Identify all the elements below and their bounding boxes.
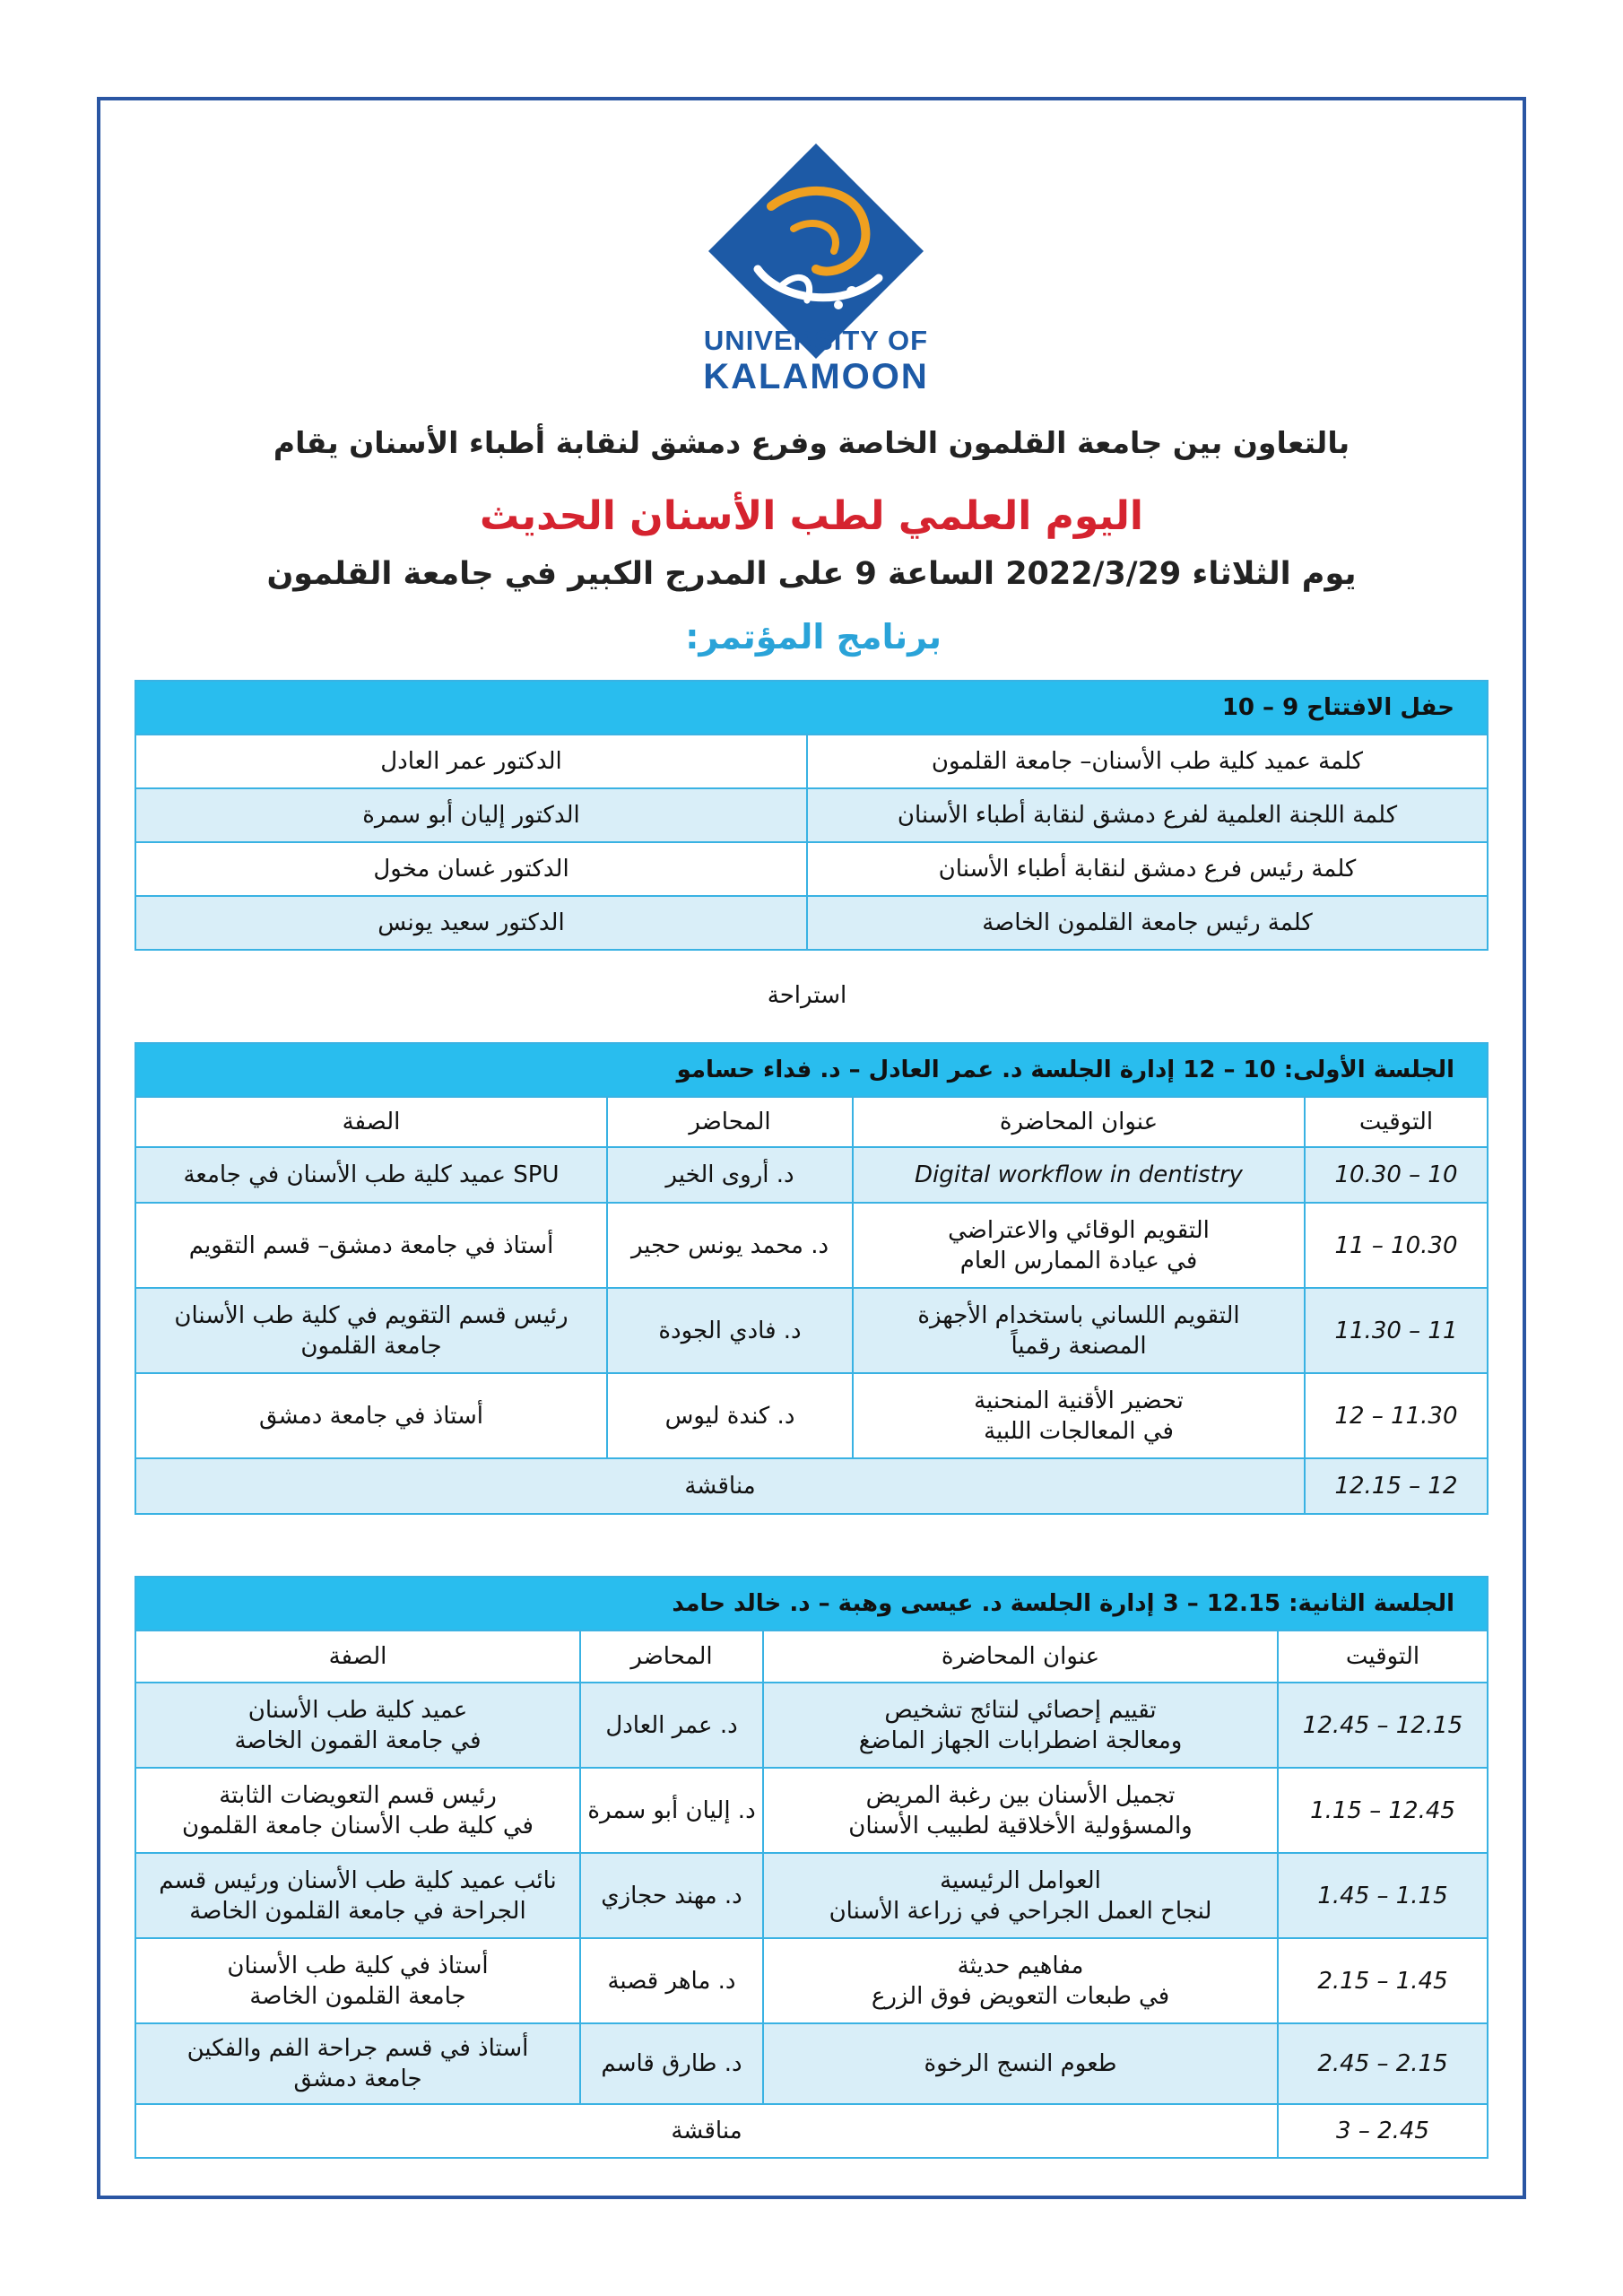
column-header-row [135,1631,1488,1683]
topic-cell: طعوم النسج الرخوة [763,2023,1278,2104]
topic-line: في عيادة الممارس العام [959,1247,1198,1274]
program-heading: برنامج المؤتمر: [685,617,942,657]
opening-table [135,680,1488,951]
lecturer-cell: د. ماهر قصبة [580,1938,763,2023]
time-cell: 1.15 – 12.45 [1278,1768,1488,1853]
topic-line: تحضير الأقنية المنحنية [974,1387,1184,1414]
time-cell: 10.30 – 10 [1305,1147,1488,1203]
speech-cell: كلمة اللجنة العلمية لفرع دمشق لنقابة أطباء الأسنان [807,788,1488,842]
time-cell: 2.45 – 2.15 [1278,2023,1488,2104]
topic-line: في طبعات التعويض فوق الزرع [871,1982,1170,2010]
title-line: جامعة دمشق [293,2066,422,2092]
title-line: رئيس قسم التقويم في كلية طب الأسنان [174,1301,568,1329]
logo-text-line1: UNIVERSITY OF [703,325,929,356]
speaker-cell: الدكتور سعيد يونس [135,896,807,950]
table-row [135,1683,1488,1768]
title-cell [135,1938,580,2023]
table-row [135,1853,1488,1938]
col-time: التوقيت [1305,1097,1488,1147]
title-cell [135,1853,580,1938]
topic-cell [763,1853,1278,1938]
lecturer-cell: د. طارق قاسم [580,2023,763,2104]
speech-cell: كلمة رئيس فرع دمشق لنقابة أطباء الأسنان [807,842,1488,896]
lecturer-cell: د. فادي الجودة [607,1288,853,1373]
col-lecturer: المحاضر [607,1097,853,1147]
topic-line: ومعالجة اضطرابات الجهاز الماضغ [858,1726,1183,1754]
title-line: عميد كلية طب الأسنان [247,1696,468,1724]
table-row [135,1938,1488,2023]
speaker-cell: الدكتور عمر العادل [135,735,807,788]
event-title: اليوم العلمي لطب الأسنان الحديث [479,493,1144,539]
table-row [135,1203,1488,1288]
topic-cell [853,1203,1305,1288]
table-row [135,1768,1488,1853]
topic-line: العوامل الرئيسية [940,1866,1101,1894]
title-line: أستاذ في كلية طب الأسنان [227,1952,489,1979]
speech-cell: كلمة رئيس جامعة القلمون الخاصة [807,896,1488,950]
session2-header: الجلسة الثانية: 12.15 – 3 إدارة الجلسة د. عيسى وهبة – د. خالد حامد [135,1577,1488,1631]
time-cell: 3 – 2.45 [1278,2104,1488,2158]
table-row [135,735,1488,788]
event-date-line: يوم الثلاثاء 2022/3/29 الساعة 9 على المدرج الكبير في جامعة القلمون [266,556,1357,592]
title-cell [135,2023,580,2104]
opening-header: حفل الافتتاح 9 – 10 [135,681,1488,735]
topic-line: في المعالجات اللبية [984,1417,1174,1445]
discussion-row [135,1458,1488,1514]
table-row [135,1147,1488,1203]
session1-header: الجلسة الأولى: 10 – 12 إدارة الجلسة د. عمر العادل – د. فداء حسامو [135,1043,1488,1097]
title-cell [135,1768,580,1853]
title-line: الجراحة في جامعة القلمون الخاصة [189,1897,526,1925]
speaker-cell: الدكتور غسان مخول [135,842,807,896]
topic-cell [763,1683,1278,1768]
speaker-cell: الدكتور إليان أبو سمرة [135,788,807,842]
title-line: في جامعة القمون الخاصة [234,1726,482,1754]
col-topic: عنوان المحاضرة [853,1097,1305,1147]
topic-cell [853,1373,1305,1458]
lecturer-cell: د. عمر العادل [580,1683,763,1768]
col-topic: عنوان المحاضرة [763,1631,1278,1683]
lecturer-cell: د. مهند حجازي [580,1853,763,1938]
table-row [135,2023,1488,2104]
title-cell [135,1288,607,1373]
session1-table [135,1042,1488,1515]
title-line: جامعة القلمون [300,1332,442,1360]
topic-line: التقويم اللساني باستخدام الأجهزة [917,1301,1240,1329]
title-line: رئيس قسم التعويضات الثابتة [219,1781,497,1809]
title-cell: أستاذ في جامعة دمشق– قسم التقويم [135,1203,607,1288]
title-line: في كلية طب الأسنان جامعة القلمون [182,1812,534,1839]
discussion-cell: مناقشة [135,1458,1305,1514]
discussion-row [135,2104,1488,2158]
topic-line: لنجاح العمل الجراحي في زراعة الأسنان [829,1897,1212,1925]
intro-text: بالتعاون بين جامعة القلمون الخاصة وفرع دمشق لنقابة أطباء الأسنان يقام [273,425,1350,460]
lecturer-cell: د. محمد يونس حجير [607,1203,853,1288]
topic-line: المصنعة رقمياً [1011,1332,1147,1360]
break-label: استراحة [767,982,847,1009]
speech-cell: كلمة عميد كلية طب الأسنان– جامعة القلمون [807,735,1488,788]
discussion-cell: مناقشة [135,2104,1278,2158]
lecturer-cell: د. كندة ليوس [607,1373,853,1458]
table-row [135,896,1488,950]
logo-text-line2: KALAMOON [703,357,929,396]
time-cell: 11 – 10.30 [1305,1203,1488,1288]
col-title: الصفة [135,1097,607,1147]
topic-line: والمسؤولية الأخلاقية لطبيب الأسنان [848,1812,1193,1839]
table-row [135,842,1488,896]
topic-line: مفاهيم حديثة [957,1952,1084,1979]
lecturer-cell: د. أروى الخير [607,1147,853,1203]
col-title: الصفة [135,1631,580,1683]
lecturer-cell: د. إليان أبو سمرة [580,1768,763,1853]
topic-line: تجميل الأسنان بين رغبة المريض [865,1781,1176,1809]
time-cell: 12.45 – 12.15 [1278,1683,1488,1768]
time-cell: 12 – 11.30 [1305,1373,1488,1458]
title-cell [135,1683,580,1768]
session2-table [135,1576,1488,2159]
column-header-row [135,1097,1488,1147]
table-row [135,1288,1488,1373]
time-cell: 11.30 – 11 [1305,1288,1488,1373]
time-cell: 12.15 – 12 [1305,1458,1488,1514]
col-lecturer: المحاضر [580,1631,763,1683]
col-time: التوقيت [1278,1631,1488,1683]
time-cell: 2.15 – 1.45 [1278,1938,1488,2023]
title-line: أستاذ في قسم جراحة الفم والفكين [187,2035,529,2062]
topic-cell [763,1938,1278,2023]
topic-cell: Digital workflow in dentistry [853,1147,1305,1203]
topic-line: تقييم إحصائي لنتائج تشخيص [884,1696,1157,1724]
topic-cell [763,1768,1278,1853]
title-line: جامعة القلمون الخاصة [249,1982,466,2010]
table-row [135,1373,1488,1458]
topic-cell [853,1288,1305,1373]
time-cell: 1.45 – 1.15 [1278,1853,1488,1938]
title-line: نائب عميد كلية طب الأسنان ورئيس قسم [159,1866,557,1894]
title-cell: SPU عميد كلية طب الأسنان في جامعة [135,1147,607,1203]
table-row [135,788,1488,842]
title-cell: أستاذ في جامعة دمشق [135,1373,607,1458]
topic-line: التقويم الوقائي والاعتراضي [948,1216,1210,1244]
